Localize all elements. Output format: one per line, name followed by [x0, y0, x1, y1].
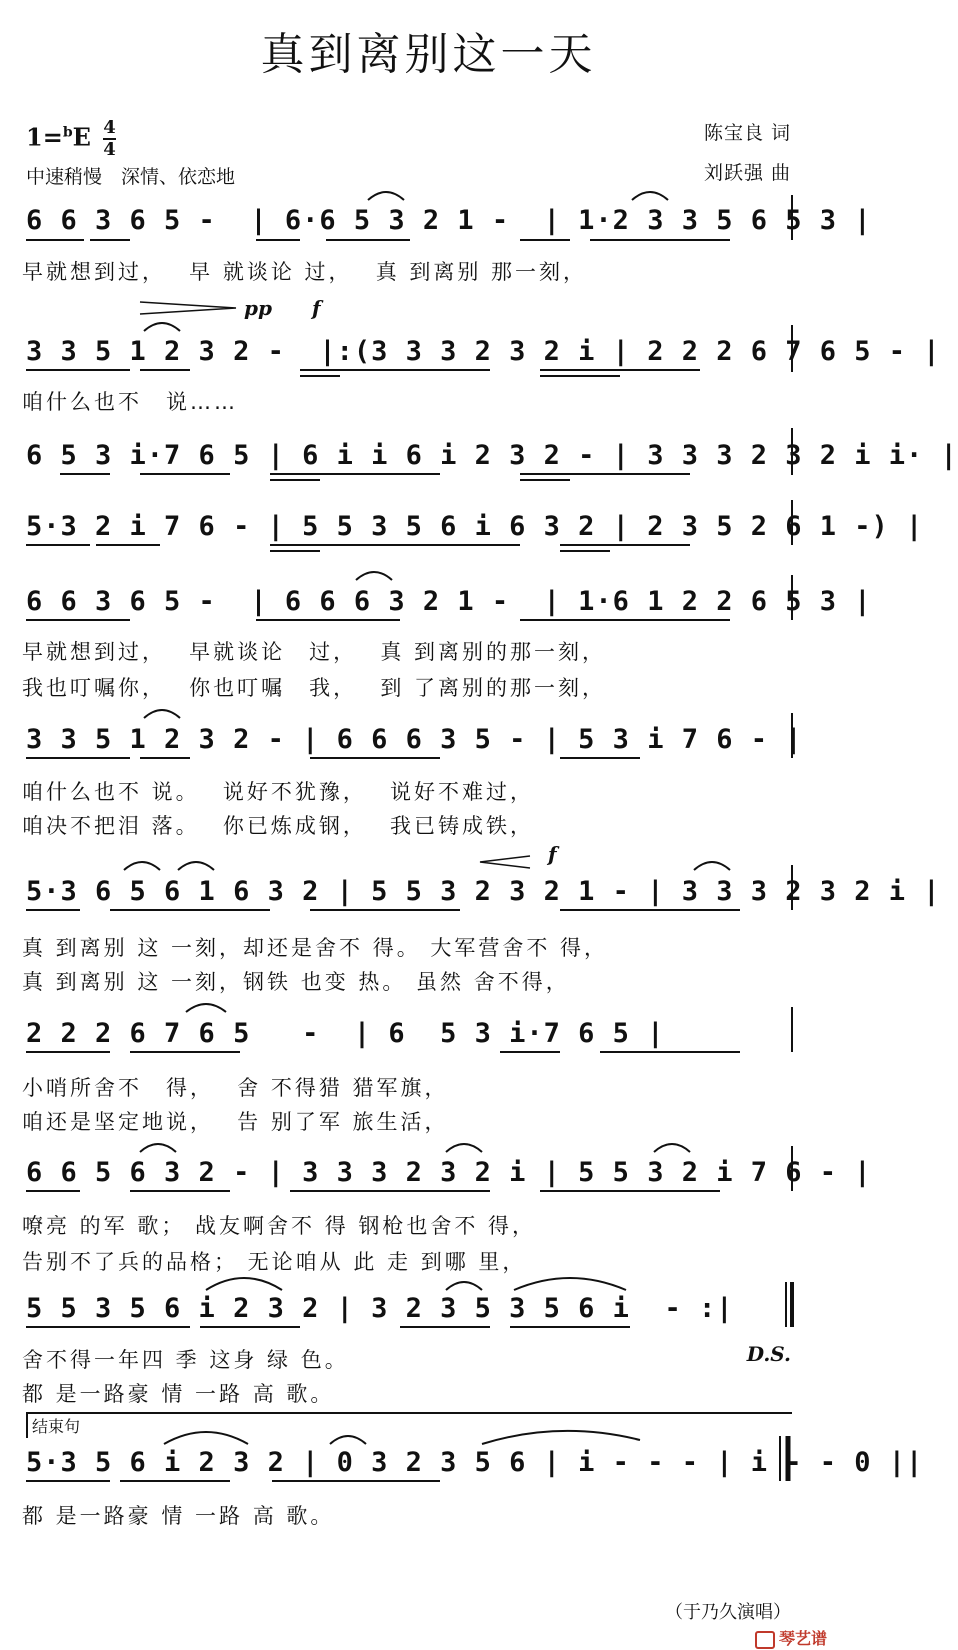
lyric-line-9b: 告别不了兵的品格； 无论咱从 此 走 到哪 里，: [22, 1250, 527, 1274]
lyric-line-8b: 咱还是坚定地说， 告 别了军 旅生活，: [22, 1110, 449, 1134]
notation-line-2: 3 3 5 1 2 3 2 - |:(3 3 3 2 3 2 i | 2 2 2 6 7 6 5 - |: [26, 336, 941, 367]
notation-line-3: 6 5 3 i·7 6 5 | 6 i i 6 i 2 3 2 - | 3 3 3 2 3 2 i i· |: [26, 440, 958, 471]
lyric-line-11: 都 是一路豪 情 一路 高 歌。: [22, 1504, 335, 1528]
lyric-line-10a: 舍不得一年四 季 这身 绿 色。: [22, 1348, 349, 1372]
slur-5: [144, 710, 180, 718]
composer-credit: 刘跃强 曲: [703, 162, 791, 184]
notation-line-11: 5·3 5 6 i 2 3 2 | 0 3 2 3 5 6 | i - - - | i - - 0 ||: [26, 1447, 924, 1478]
slur-8: [694, 862, 730, 870]
flat-sign: b: [62, 124, 73, 141]
slur-7: [178, 862, 214, 870]
notation-line-5: 6 6 3 6 5 - | 6 6 6 3 2 1 - | 1·6 1 2 2 6 5 3 |: [26, 586, 872, 617]
tie-final: [482, 1431, 640, 1444]
lyric-line-9a: 嘹亮 的军 歌； 战友啊舍不 得 钢枪也舍不 得，: [22, 1214, 537, 1238]
slur-13: [206, 1278, 282, 1290]
notation-line-10: 5 5 3 5 6 i 2 3 2 | 3 2 3 5 3 5 6 i - :|: [26, 1293, 734, 1324]
notation-line-1: 6 6 3 6 5 - | 6·6 5 3 2 1 - | 1·2 3 3 5 6 5 3 |: [26, 205, 872, 236]
slur-17: [330, 1436, 366, 1444]
crescendo-hairpin: [480, 856, 530, 868]
lyric-line-7a: 真 到离别 这 一刻，却还是舍不 得。 大军营舍不 得，: [22, 936, 609, 960]
ds-marking: D.S.: [746, 1342, 791, 1366]
slur-6: [124, 862, 160, 870]
ending-label: 结束句: [32, 1417, 81, 1436]
lyric-line-5b: 我也叮嘱你， 你也叮嘱 我， 到 了离别的那一刻，: [22, 676, 607, 700]
notation-line-6: 3 3 5 1 2 3 2 - | 6 6 6 3 5 - | 5 3 i 7 6 - |: [26, 724, 803, 755]
slur-9: [186, 1004, 226, 1012]
notation-line-4: 5·3 2 i 7 6 - | 5 5 3 5 6 i 6 3 2 | 2 3 5 2 6 1 -) |: [26, 511, 924, 542]
logo-text: 琴艺谱: [778, 1629, 827, 1648]
lyric-line-7b: 真 到离别 这 一刻，钢铁 也变 热。 虽然 舍不得，: [22, 970, 570, 994]
singer-credit: （于乃久演唱）: [665, 1602, 791, 1623]
slur-12: [654, 1144, 690, 1152]
slur-16: [164, 1432, 248, 1444]
dynamic-pp: pp: [244, 296, 272, 320]
lyric-line-6a: 咱什么也不 说。 说好不犹豫， 说好不难过，: [22, 780, 535, 804]
notation-line-8: 2 2 2 6 7 6 5 - | 6 5 3 i·7 6 5 |: [26, 1018, 665, 1049]
time-top: 4: [103, 117, 116, 138]
key-note: E: [72, 122, 91, 152]
system-barlines: [780, 195, 792, 1481]
time-bottom: 4: [103, 139, 116, 160]
decrescendo-hairpin: [140, 302, 236, 314]
lyric-line-2: 咱什么也不 说……: [22, 390, 238, 414]
song-title: 真到离别这一天: [260, 29, 597, 80]
slur-2: [632, 192, 668, 200]
lyric-line-5a: 早就想到过， 早就谈论 过， 真 到离别的那一刻，: [22, 640, 607, 664]
slur-10: [140, 1144, 176, 1152]
dynamic-f-2: f: [548, 842, 557, 866]
dynamic-f: f: [312, 296, 321, 320]
slur-1: [368, 192, 404, 200]
lyric-line-8a: 小哨所舍不 得， 舍 不得猎 猎军旗，: [22, 1076, 449, 1100]
lyric-line-6b: 咱决不把泪 落。 你已炼成钢， 我已铸成铁，: [22, 814, 535, 838]
tempo-marking: 中速稍慢 深情、依恋地: [26, 166, 236, 188]
lyric-line-10b: 都 是一路豪 情 一路 高 歌。: [22, 1382, 335, 1406]
notation-line-9: 6 6 5 6 3 2 - | 3 3 3 2 3 2 i | 5 5 3 2 i 7 6 - |: [26, 1157, 872, 1188]
slur-15: [514, 1278, 626, 1290]
slur-4: [356, 572, 392, 580]
slur-3: [144, 323, 180, 331]
slur-11: [446, 1144, 482, 1152]
slur-14: [446, 1282, 482, 1290]
notation-line-7: 5·3 6 5 6 1 6 3 2 | 5 5 3 2 3 2 1 - | 3 3 3 2 3 2 i |: [26, 876, 941, 907]
note-underlines: [26, 240, 740, 1481]
lyric-line-1: 早就想到过， 早 就谈论 过， 真 到离别 那一刻，: [22, 260, 588, 284]
key-prefix: 1=: [26, 122, 63, 152]
lyricist-credit: 陈宝良 词: [703, 122, 791, 144]
